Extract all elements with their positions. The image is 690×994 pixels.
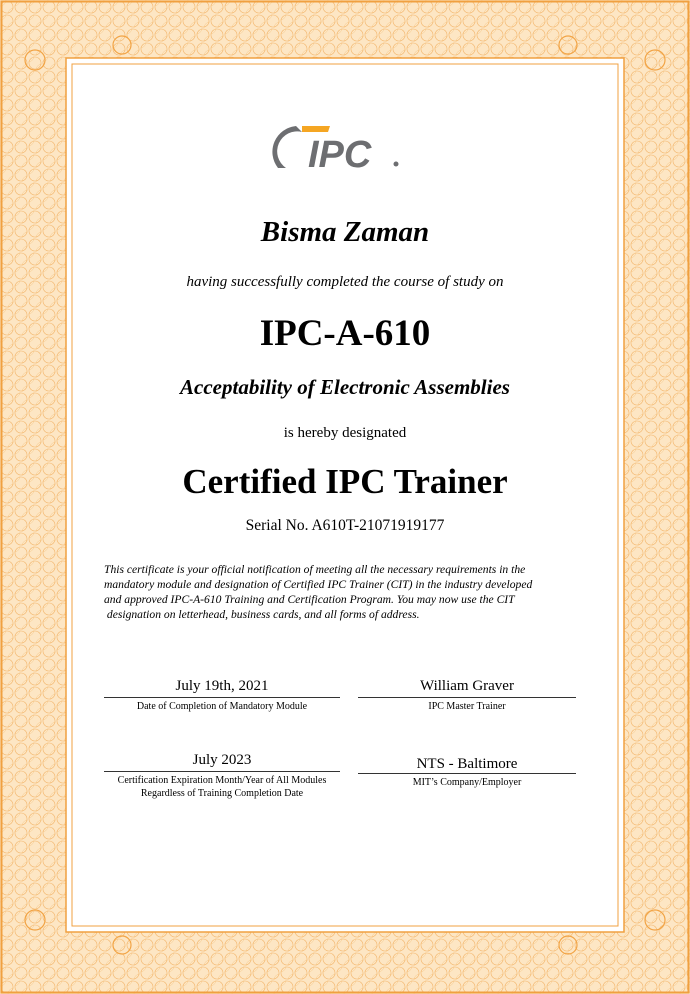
signature-line — [358, 773, 576, 774]
recipient-name: Bisma Zaman — [260, 216, 430, 248]
course-title: Acceptability of Electronic Assemblies — [180, 375, 510, 399]
notice-line: mandatory module and designation of Certified IPC Trainer (CIT) in the industry developed — [104, 578, 533, 592]
designation-title: Certified IPC Trainer — [182, 462, 508, 501]
completion-date-caption: Date of Completion of Mandatory Module — [136, 701, 308, 712]
company-caption: MIT’s Company/Employer — [412, 777, 522, 788]
company-block — [358, 756, 576, 789]
course-code: IPC-A-610 — [259, 313, 431, 354]
signature-line — [104, 771, 340, 772]
expiration-caption-line1: Certification Expiration Month/Year of All Modules — [117, 775, 327, 786]
company-name: NTS - Baltimore — [416, 756, 518, 772]
notice-line: and approved IPC-A-610 Training and Certification Program. You may now use the CIT — [104, 593, 515, 607]
expiration-block — [104, 752, 340, 800]
certificate-notice — [104, 562, 574, 622]
signature-line — [358, 697, 576, 698]
master-trainer-block — [358, 678, 576, 713]
signature-line — [104, 697, 340, 698]
notice-line: designation on letterhead, business cards, and all forms of address. — [104, 608, 420, 622]
intro-text: having successfully completed the course of study on — [186, 274, 504, 290]
completion-date-block — [104, 678, 340, 713]
master-trainer-caption: IPC Master Trainer — [428, 701, 506, 712]
master-trainer-name: William Graver — [420, 678, 514, 694]
expiration-date: July 2023 — [192, 752, 252, 768]
serial-number: Serial No. A610T-21071919177 — [245, 517, 445, 534]
expiration-caption-line2: Regardless of Training Completion Date — [140, 788, 304, 799]
designated-text: is hereby designated — [283, 425, 407, 441]
completion-date: July 19th, 2021 — [175, 678, 269, 694]
notice-line: This certificate is your official notification of meeting all the necessary requirements in the — [104, 563, 526, 576]
logo-text: IPC — [308, 134, 372, 176]
ipc-logo — [268, 120, 408, 180]
